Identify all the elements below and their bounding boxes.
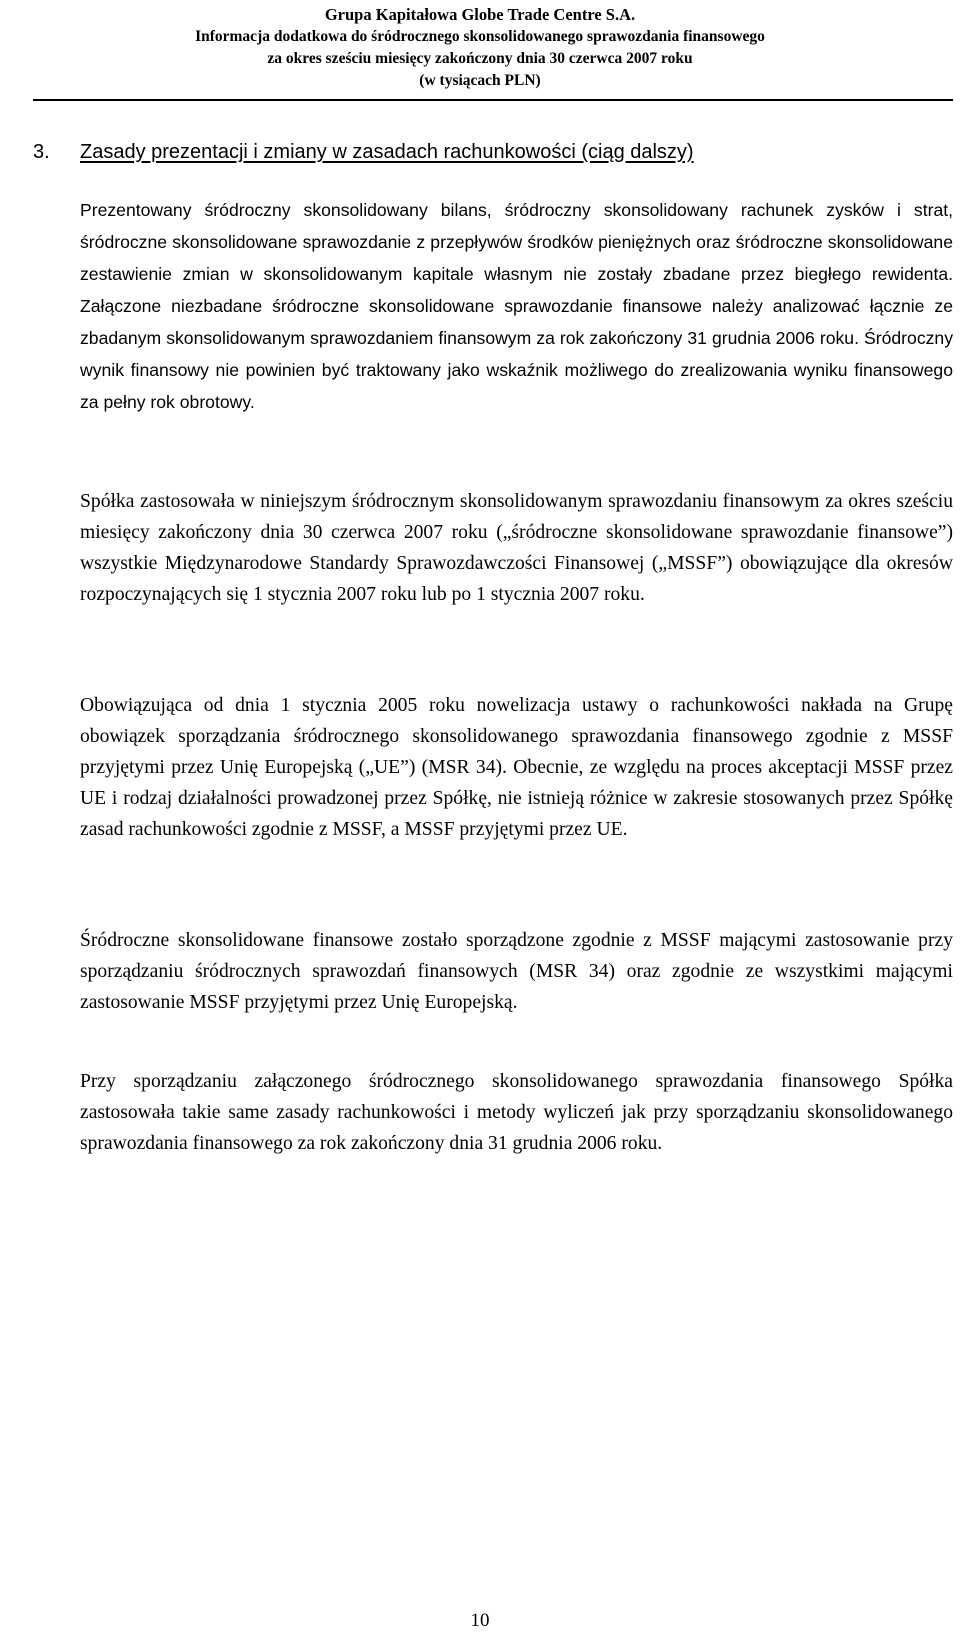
document-subtitle-line1: Informacja dodatkowa do śródrocznego skonsolidowanego sprawozdania finansowego <box>195 28 765 45</box>
section-title: Zasady prezentacji i zmiany w zasadach rachunkowości (ciąg dalszy) <box>80 141 694 163</box>
paragraph-ifrs-applied: Spółka zastosowała w niniejszym śródrocznym skonsolidowanym sprawozdaniu finansowym za okres sześciu miesięcy zakończony dnia 30 czerwca 2007 roku („śródroczne skonsolidowane sprawozdanie finansowe”) wszystkie Międzynarodowe Standardy Sprawozdawczości Finansowej („MSSF”) obowiązujące dla okresów rozpoczynających się 1 stycznia 2007 roku lub po 1 stycznia 2007 roku. <box>80 491 953 605</box>
paragraph-ias34-compliance: Śródroczne skonsolidowane finansowe zostało sporządzone zgodnie z MSSF mającymi zastosowanie przy sporządzaniu śródrocznych sprawozdań finansowych (MSR 34) oraz zgodnie ze wszystkimi mającymi zastosowanie MSSF przyjętymi przez Unię Europejską. <box>80 930 953 1013</box>
page-number: 10 <box>470 1610 490 1631</box>
section-number: 3. <box>33 141 50 163</box>
currency-units: (w tysiącach PLN) <box>419 72 541 89</box>
page-header <box>0 4 960 92</box>
paragraph-unaudited-statements: Prezentowany śródroczny skonsolidowany bilans, śródroczny skonsolidowany rachunek zysków i strat, śródroczne skonsolidowane sprawozdanie z przepływów środków pieniężnych oraz śródroczne skonsolidowane zestawienie zmian w skonsolidowanym kapitale własnym nie zostały zbadane przez biegłego rewidenta. Załączone niezbadane śródroczne skonsolidowane sprawozdanie finansowe należy analizować łącznie ze zbadanym skonsolidowanym sprawozdaniem finansowym za rok zakończony 31 grudnia 2006 roku. Śródroczny wynik finansowy nie powinien być traktowany jako wskaźnik możliwego do zrealizowania wyniku finansowego za pełny rok obrotowy. <box>80 200 953 412</box>
header-divider <box>33 99 953 101</box>
document-subtitle-line2: za okres sześciu miesięcy zakończony dnia 30 czerwca 2007 roku <box>267 50 693 67</box>
paragraph-accounting-act: Obowiązująca od dnia 1 stycznia 2005 roku nowelizacja ustawy o rachunkowości nakłada na Grupę obowiązek sporządzania śródrocznego skonsolidowanego sprawozdania finansowego zgodnie z MSSF przyjętymi przez Unię Europejską („UE”) (MSR 34). Obecnie, ze względu na proces akceptacji MSSF przez UE i rodzaj działalności prowadzonej przez Spółkę, nie istnieją różnice w zakresie stosowanych przez Spółkę zasad rachunkowości zgodnie z MSSF, a MSSF przyjętymi przez UE. <box>80 695 953 840</box>
paragraph-same-policies: Przy sporządzaniu załączonego śródrocznego skonsolidowanego sprawozdania finansowego Spółka zastosowała takie same zasady rachunkowości i metody wyliczeń jak przy sporządzaniu skonsolidowanego sprawozdania finansowego za rok zakończony dnia 31 grudnia 2006 roku. <box>80 1071 953 1154</box>
company-name: Grupa Kapitałowa Globe Trade Centre S.A. <box>324 5 636 24</box>
